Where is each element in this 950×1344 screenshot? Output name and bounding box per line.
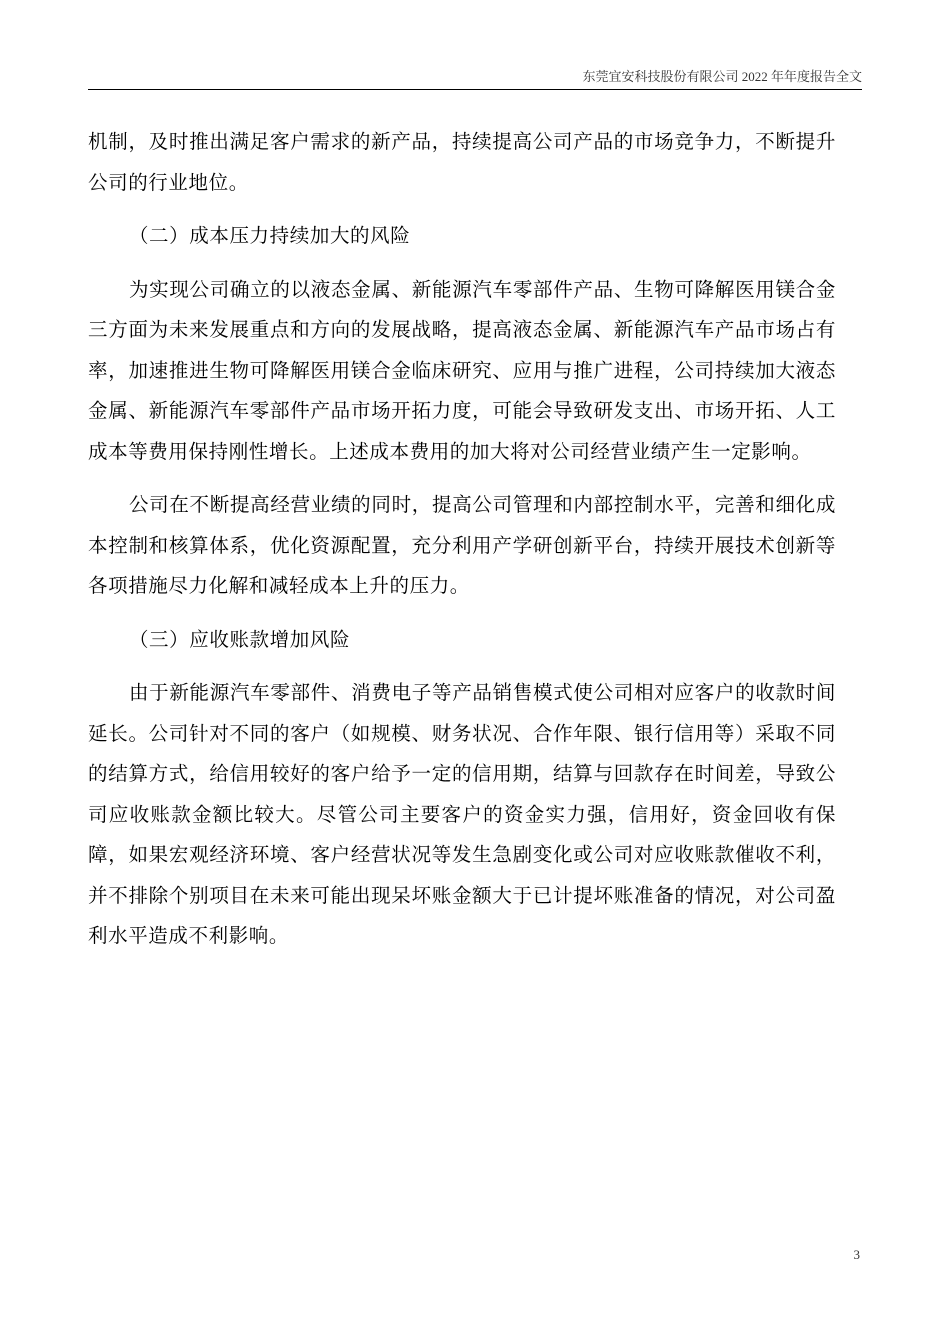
paragraph-cost-measures: 公司在不断提高经营业绩的同时，提高公司管理和内部控制水平，完善和细化成本控制和核算体系，优化资源配置，充分利用产学研创新平台，持续开展技术创新等各项措施尽力化解和减轻成本上升的压力。 bbox=[88, 493, 836, 597]
paragraph-cost-risk: 为实现公司确立的以液态金属、新能源汽车零部件产品、生物可降解医用镁合金三方面为未来发展重点和方向的发展战略，提高液态金属、新能源汽车产品市场占有率，加速推进生物可降解医用镁合金临床研究、应用与推广进程，公司持续加大液态金属、新能源汽车零部件产品市场开拓力度，可能会导致研发支出、市场开拓、人工成本等费用保持刚性增长。上述成本费用的加大将对公司经营业绩产生一定影响。 bbox=[88, 277, 836, 463]
section-heading-cost-pressure: （二）成本压力持续加大的风险 bbox=[128, 224, 411, 247]
paragraph-continuation: 机制，及时推出满足客户需求的新产品，持续提高公司产品的市场竞争力，不断提升公司的行业地位。 bbox=[88, 130, 836, 194]
page-number: 3 bbox=[853, 1247, 860, 1262]
paragraph-receivables-risk: 由于新能源汽车零部件、消费电子等产品销售模式使公司相对应客户的收款时间延长。公司针对不同的客户（如规模、财务状况、合作年限、银行信用等）采取不同的结算方式，给信用较好的客户给予一定的信用期，结算与回款存在时间差，导致公司应收账款金额比较大。尽管公司主要客户的资金实力强，信用好，资金回收有保障，如果宏观经济环境、客户经营状况等发生急剧变化或公司对应收账款催收不利，并不排除个别项目在未来可能出现呆坏账金额大于已计提坏账准备的情况，对公司盈利水平造成不利影响。 bbox=[88, 681, 836, 947]
section-heading-receivables: （三）应收账款增加风险 bbox=[128, 627, 351, 651]
header-divider bbox=[88, 89, 862, 90]
document-body bbox=[88, 122, 836, 957]
running-header: 东莞宜安科技股份有限公司 2022 年年度报告全文 bbox=[582, 69, 862, 84]
